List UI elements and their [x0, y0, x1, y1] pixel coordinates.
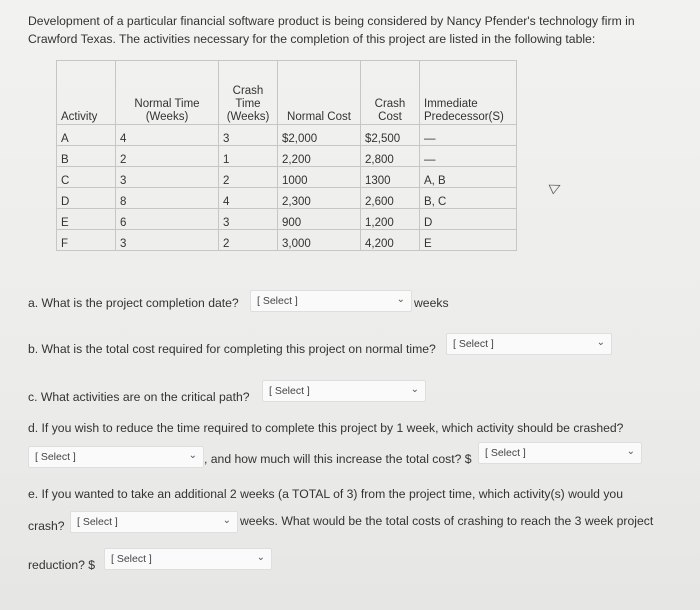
cell-normal-time: 4	[116, 125, 219, 146]
chevron-down-icon: ⌄	[596, 337, 605, 348]
cell-normal-cost: 2,300	[278, 188, 361, 209]
cell-normal-time: 3	[116, 230, 219, 251]
cell-activity: A	[57, 125, 116, 146]
header-crash-cost-line2: Cost	[378, 111, 402, 123]
question-d-text: d. If you wish to reduce the time required to complete this project by 1 week, which activity should be crashed?	[28, 421, 624, 435]
header-crash-cost-line1: Crash	[374, 98, 406, 110]
table-header-row	[57, 61, 517, 125]
intro-text: Development of a particular financial software product is being considered by Nancy Pfender's technology firm in Crawford Texas. The activities necessary for the completion of this project are listed in the following table:	[28, 14, 635, 46]
question-d-select-cost[interactable]	[478, 442, 642, 464]
cell-activity: E	[57, 209, 116, 230]
cell-activity: D	[57, 188, 116, 209]
cell-normal-time: 8	[116, 188, 219, 209]
question-a-text: a. What is the project completion date?	[28, 296, 239, 310]
question-a-suffix: weeks	[414, 296, 449, 310]
question-c-select[interactable]	[262, 380, 426, 402]
question-d-mid-text: , and how much will this increase the total cost? $	[204, 452, 472, 466]
header-crash-time-line3: (Weeks)	[226, 111, 270, 123]
cell-crash-time: 3	[219, 125, 278, 146]
cell-crash-time: 2	[219, 167, 278, 188]
cell-predecessor: E	[420, 230, 517, 251]
cell-crash-time: 2	[219, 230, 278, 251]
cell-normal-time: 2	[116, 146, 219, 167]
cell-activity: B	[57, 146, 116, 167]
chevron-down-icon: ⌄	[222, 515, 231, 526]
header-normal-time	[116, 61, 219, 125]
select-placeholder: [ Select ]	[453, 338, 494, 350]
cell-crash-cost: $2,500	[361, 125, 420, 146]
cell-crash-cost: 1,200	[361, 209, 420, 230]
cell-predecessor: B, C	[420, 188, 517, 209]
header-activity: Activity	[57, 61, 116, 125]
cell-predecessor: A, B	[420, 167, 517, 188]
cell-activity: F	[57, 230, 116, 251]
header-normal-time-line2: (Weeks)	[145, 111, 189, 123]
cell-crash-cost: 1300	[361, 167, 420, 188]
table-row	[57, 125, 517, 146]
cell-crash-cost: 4,200	[361, 230, 420, 251]
question-b-select[interactable]	[446, 333, 612, 355]
header-crash-time-line2: Time	[235, 98, 261, 110]
header-normal-cost: Normal Cost	[278, 61, 361, 125]
cell-normal-cost: 1000	[278, 167, 361, 188]
question-e-reduction-label: reduction? $	[28, 558, 96, 572]
select-placeholder: [ Select ]	[269, 385, 310, 397]
select-placeholder: [ Select ]	[485, 447, 526, 459]
question-e-crash-label: crash?	[28, 519, 65, 533]
question-e-text: e. If you wanted to take an additional 2 weeks (a TOTAL of 3) from the project time, which activity(s) would you	[28, 487, 623, 501]
cell-predecessor: —	[420, 125, 517, 146]
select-placeholder: [ Select ]	[111, 553, 152, 565]
cell-normal-cost: 2,200	[278, 146, 361, 167]
table-row	[57, 188, 517, 209]
cell-crash-time: 1	[219, 146, 278, 167]
table-row	[57, 167, 517, 188]
question-a-select[interactable]	[250, 290, 412, 312]
question-e-select-cost[interactable]	[104, 548, 272, 570]
cell-normal-time: 6	[116, 209, 219, 230]
mouse-cursor-icon: ▷	[546, 176, 564, 196]
table-row	[57, 146, 517, 167]
cell-crash-time: 4	[219, 188, 278, 209]
question-e-mid-text: weeks. What would be the total costs of crashing to reach the 3 week project	[240, 514, 654, 528]
cell-predecessor: D	[420, 209, 517, 230]
table-row	[57, 209, 517, 230]
cell-predecessor: —	[420, 146, 517, 167]
header-crash-cost	[361, 61, 420, 125]
header-normal-time-line1: Normal Time	[134, 98, 200, 110]
activity-table	[56, 60, 517, 251]
question-c-text: c. What activities are on the critical path?	[28, 390, 250, 404]
table-row	[57, 230, 517, 251]
chevron-down-icon: ⌄	[626, 446, 635, 457]
cell-normal-cost: $2,000	[278, 125, 361, 146]
cell-normal-cost: 3,000	[278, 230, 361, 251]
chevron-down-icon: ⌄	[396, 294, 405, 305]
cell-crash-cost: 2,600	[361, 188, 420, 209]
question-d-select-activity[interactable]	[28, 446, 204, 468]
cell-crash-cost: 2,800	[361, 146, 420, 167]
header-crash-time	[219, 61, 278, 125]
cell-crash-time: 3	[219, 209, 278, 230]
select-placeholder: [ Select ]	[77, 516, 118, 528]
select-placeholder: [ Select ]	[257, 295, 298, 307]
cell-activity: C	[57, 167, 116, 188]
cell-normal-time: 3	[116, 167, 219, 188]
select-placeholder: [ Select ]	[35, 451, 76, 463]
cell-normal-cost: 900	[278, 209, 361, 230]
header-predecessor-line2: Predecessor(S)	[424, 111, 504, 123]
header-crash-time-line1: Crash	[232, 85, 264, 97]
chevron-down-icon: ⌄	[410, 384, 419, 395]
chevron-down-icon: ⌄	[188, 450, 197, 461]
question-e-select-activities[interactable]	[70, 511, 238, 533]
header-predecessor	[420, 61, 517, 125]
header-predecessor-line1: Immediate	[424, 98, 478, 110]
chevron-down-icon: ⌄	[256, 552, 265, 563]
question-b-text: b. What is the total cost required for completing this project on normal time?	[28, 342, 436, 356]
